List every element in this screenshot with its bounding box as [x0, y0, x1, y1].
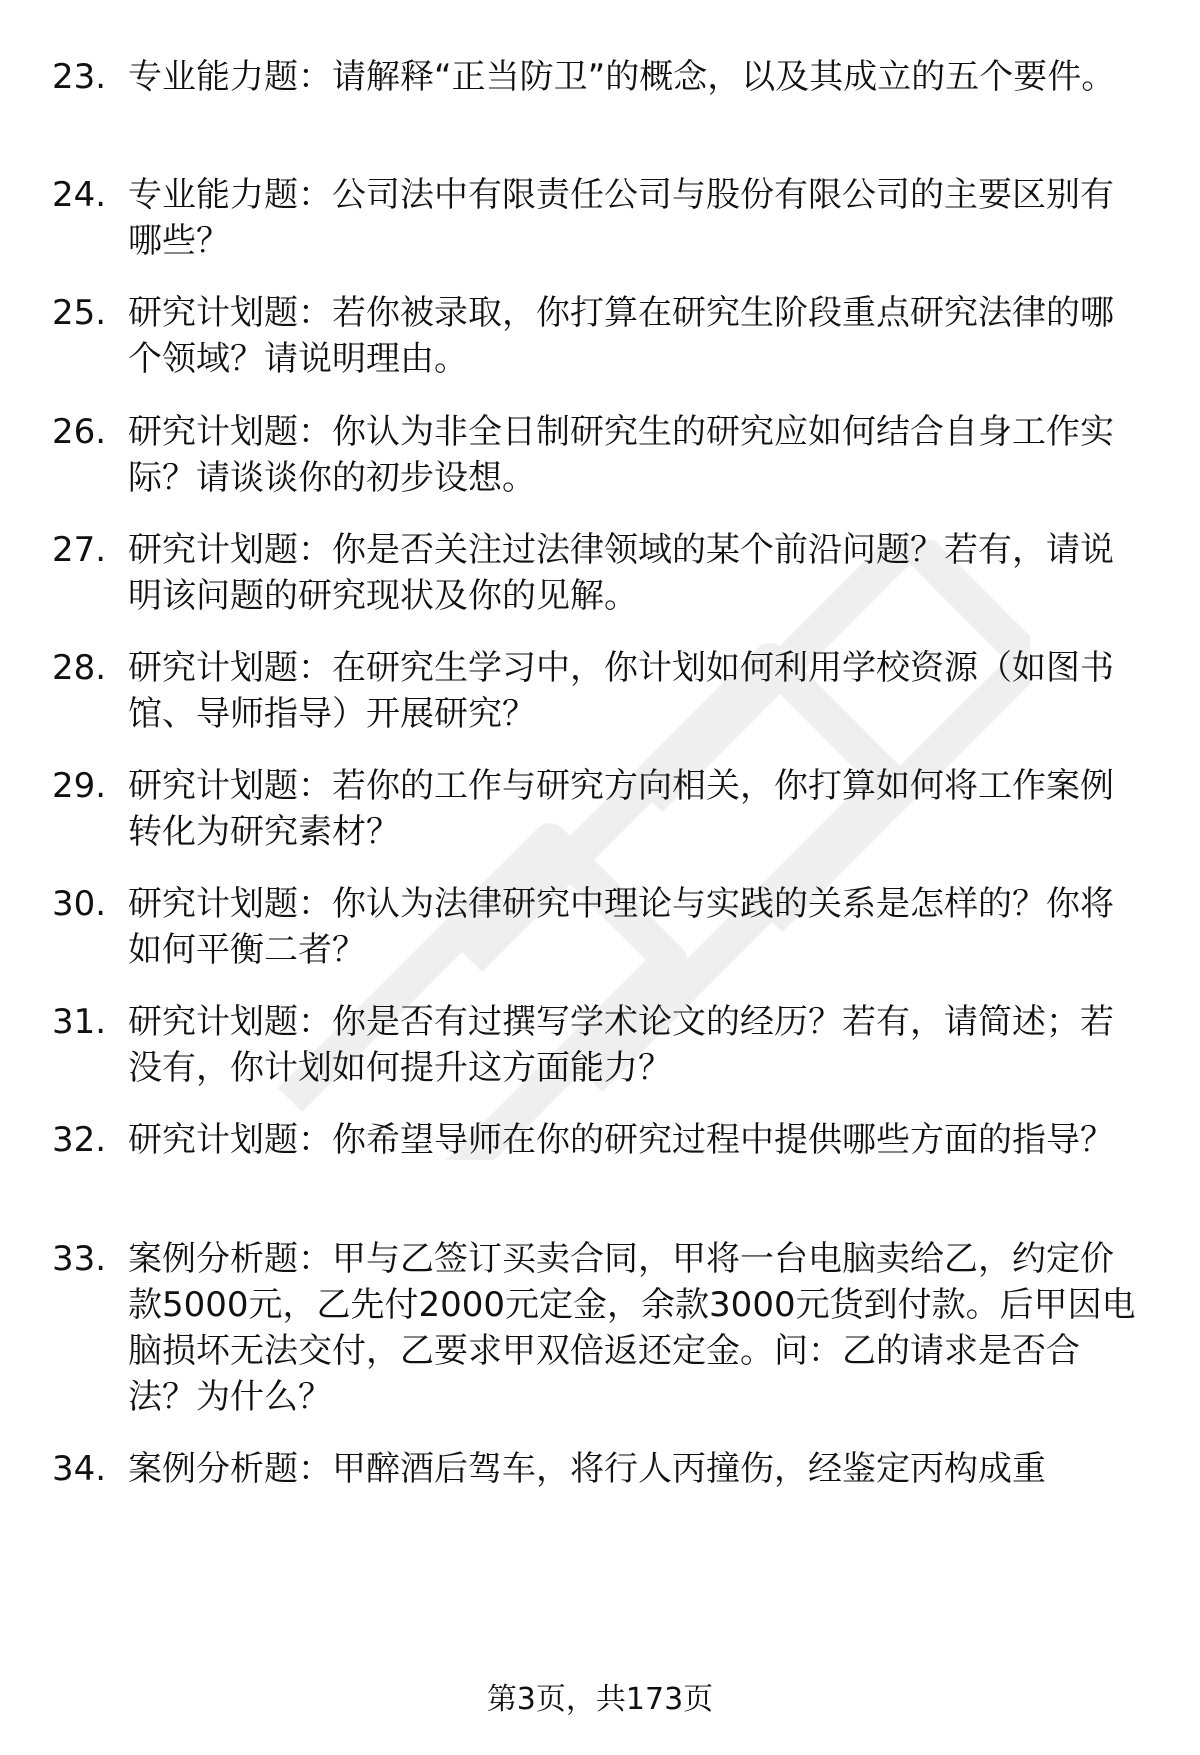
question-number: 25.	[52, 293, 107, 333]
question-number: 24.	[52, 175, 107, 215]
question-number: 27.	[52, 530, 107, 570]
question-text: 专业能力题：公司法中有限责任公司与股份有限公司的主要区别有哪些？	[128, 175, 1114, 261]
question-text: 研究计划题：你希望导师在你的研究过程中提供哪些方面的指导？	[128, 1120, 1114, 1160]
question-number: 33.	[52, 1239, 107, 1279]
question-number: 26.	[52, 412, 107, 452]
question-text: 研究计划题：你认为非全日制研究生的研究应如何结合自身工作实际？请谈谈你的初步设想。	[128, 412, 1114, 498]
question-number: 23.	[52, 57, 107, 97]
question-number: 34.	[52, 1449, 107, 1489]
question-text: 研究计划题：你是否关注过法律领域的某个前沿问题？若有，请说明该问题的研究现状及你的见解。	[128, 530, 1114, 616]
question-number: 29.	[52, 766, 107, 806]
question-number: 30.	[52, 884, 107, 924]
question-text: 研究计划题：若你被录取，你打算在研究生阶段重点研究法律的哪个领域？请说明理由。	[128, 293, 1114, 379]
question-text: 研究计划题：在研究生学习中，你计划如何利用学校资源（如图书馆、导师指导）开展研究？	[128, 648, 1114, 734]
page-number-footer: 第3页，共173页	[486, 1682, 714, 1717]
question-text: 专业能力题：请解释“正当防卫”的概念，以及其成立的五个要件。	[128, 57, 1116, 97]
question-text: 研究计划题：若你的工作与研究方向相关，你打算如何将工作案例转化为研究素材？	[128, 766, 1114, 852]
question-text: 案例分析题：甲醉酒后驾车，将行人丙撞伤，经鉴定丙构成重	[128, 1449, 1046, 1489]
question-text: 研究计划题：你是否有过撰写学术论文的经历？若有，请简述；若没有，你计划如何提升这方面能力？	[128, 1002, 1114, 1088]
question-number: 32.	[52, 1120, 107, 1160]
question-text: 研究计划题：你认为法律研究中理论与实践的关系是怎样的？你将如何平衡二者？	[128, 884, 1114, 970]
question-number: 31.	[52, 1002, 107, 1042]
question-number: 28.	[52, 648, 107, 688]
question-text: 案例分析题：甲与乙签订买卖合同，甲将一台电脑卖给乙，约定价款5000元，乙先付2000元定金，余款3000元货到付款。后甲因电脑损坏无法交付，乙要求甲双倍返还定金。问：乙的请求是否合法？为什么？	[128, 1239, 1136, 1417]
